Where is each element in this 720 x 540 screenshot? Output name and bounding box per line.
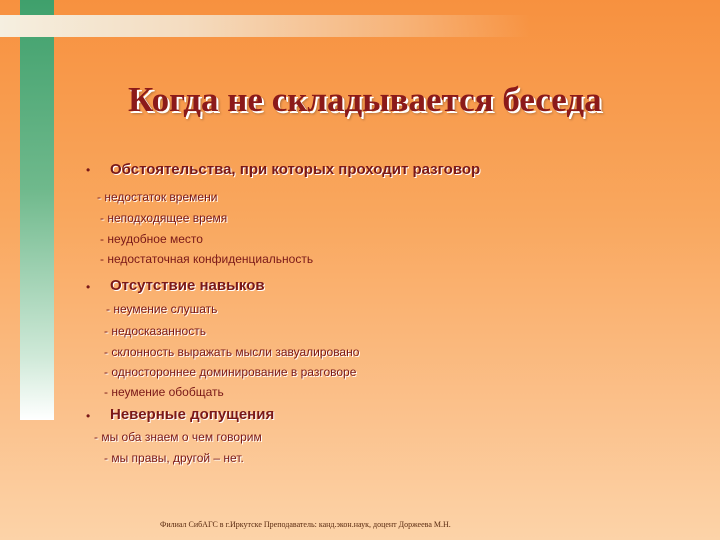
bullet-point: • xyxy=(86,409,91,423)
section-heading-assumptions: Неверные допущения xyxy=(110,406,275,423)
list-item: - неудобное место xyxy=(100,232,203,246)
list-item: - неумение слушать xyxy=(106,302,218,316)
list-item: - недосказанность xyxy=(104,324,206,338)
bullet-point: • xyxy=(86,280,91,294)
list-item: - склонность выражать мысли завуалировано xyxy=(104,345,360,359)
section-heading-skills: Отсутствие навыков xyxy=(110,277,265,294)
list-item: - неумение обобщать xyxy=(104,385,224,399)
section-heading-circumstances: Обстоятельства, при которых проходит разговор xyxy=(110,161,481,178)
slide-footer: Филиал СибАГС в г.Иркутске Преподаватель: канд.экон.наук, доцент Доржеева М.Н. xyxy=(160,520,451,529)
list-item: - недостаточная конфиденциальность xyxy=(100,252,314,266)
list-item: - мы правы, другой – нет. xyxy=(104,451,244,465)
list-item: - одностороннее доминирование в разговоре xyxy=(104,365,357,379)
slide-title: Когда не складывается беседа xyxy=(128,80,602,119)
bullet-point: • xyxy=(86,163,91,177)
list-item: - мы оба знаем о чем говорим xyxy=(94,430,262,444)
list-item: - неподходящее время xyxy=(100,211,228,225)
list-item: - недостаток времени xyxy=(97,190,218,204)
